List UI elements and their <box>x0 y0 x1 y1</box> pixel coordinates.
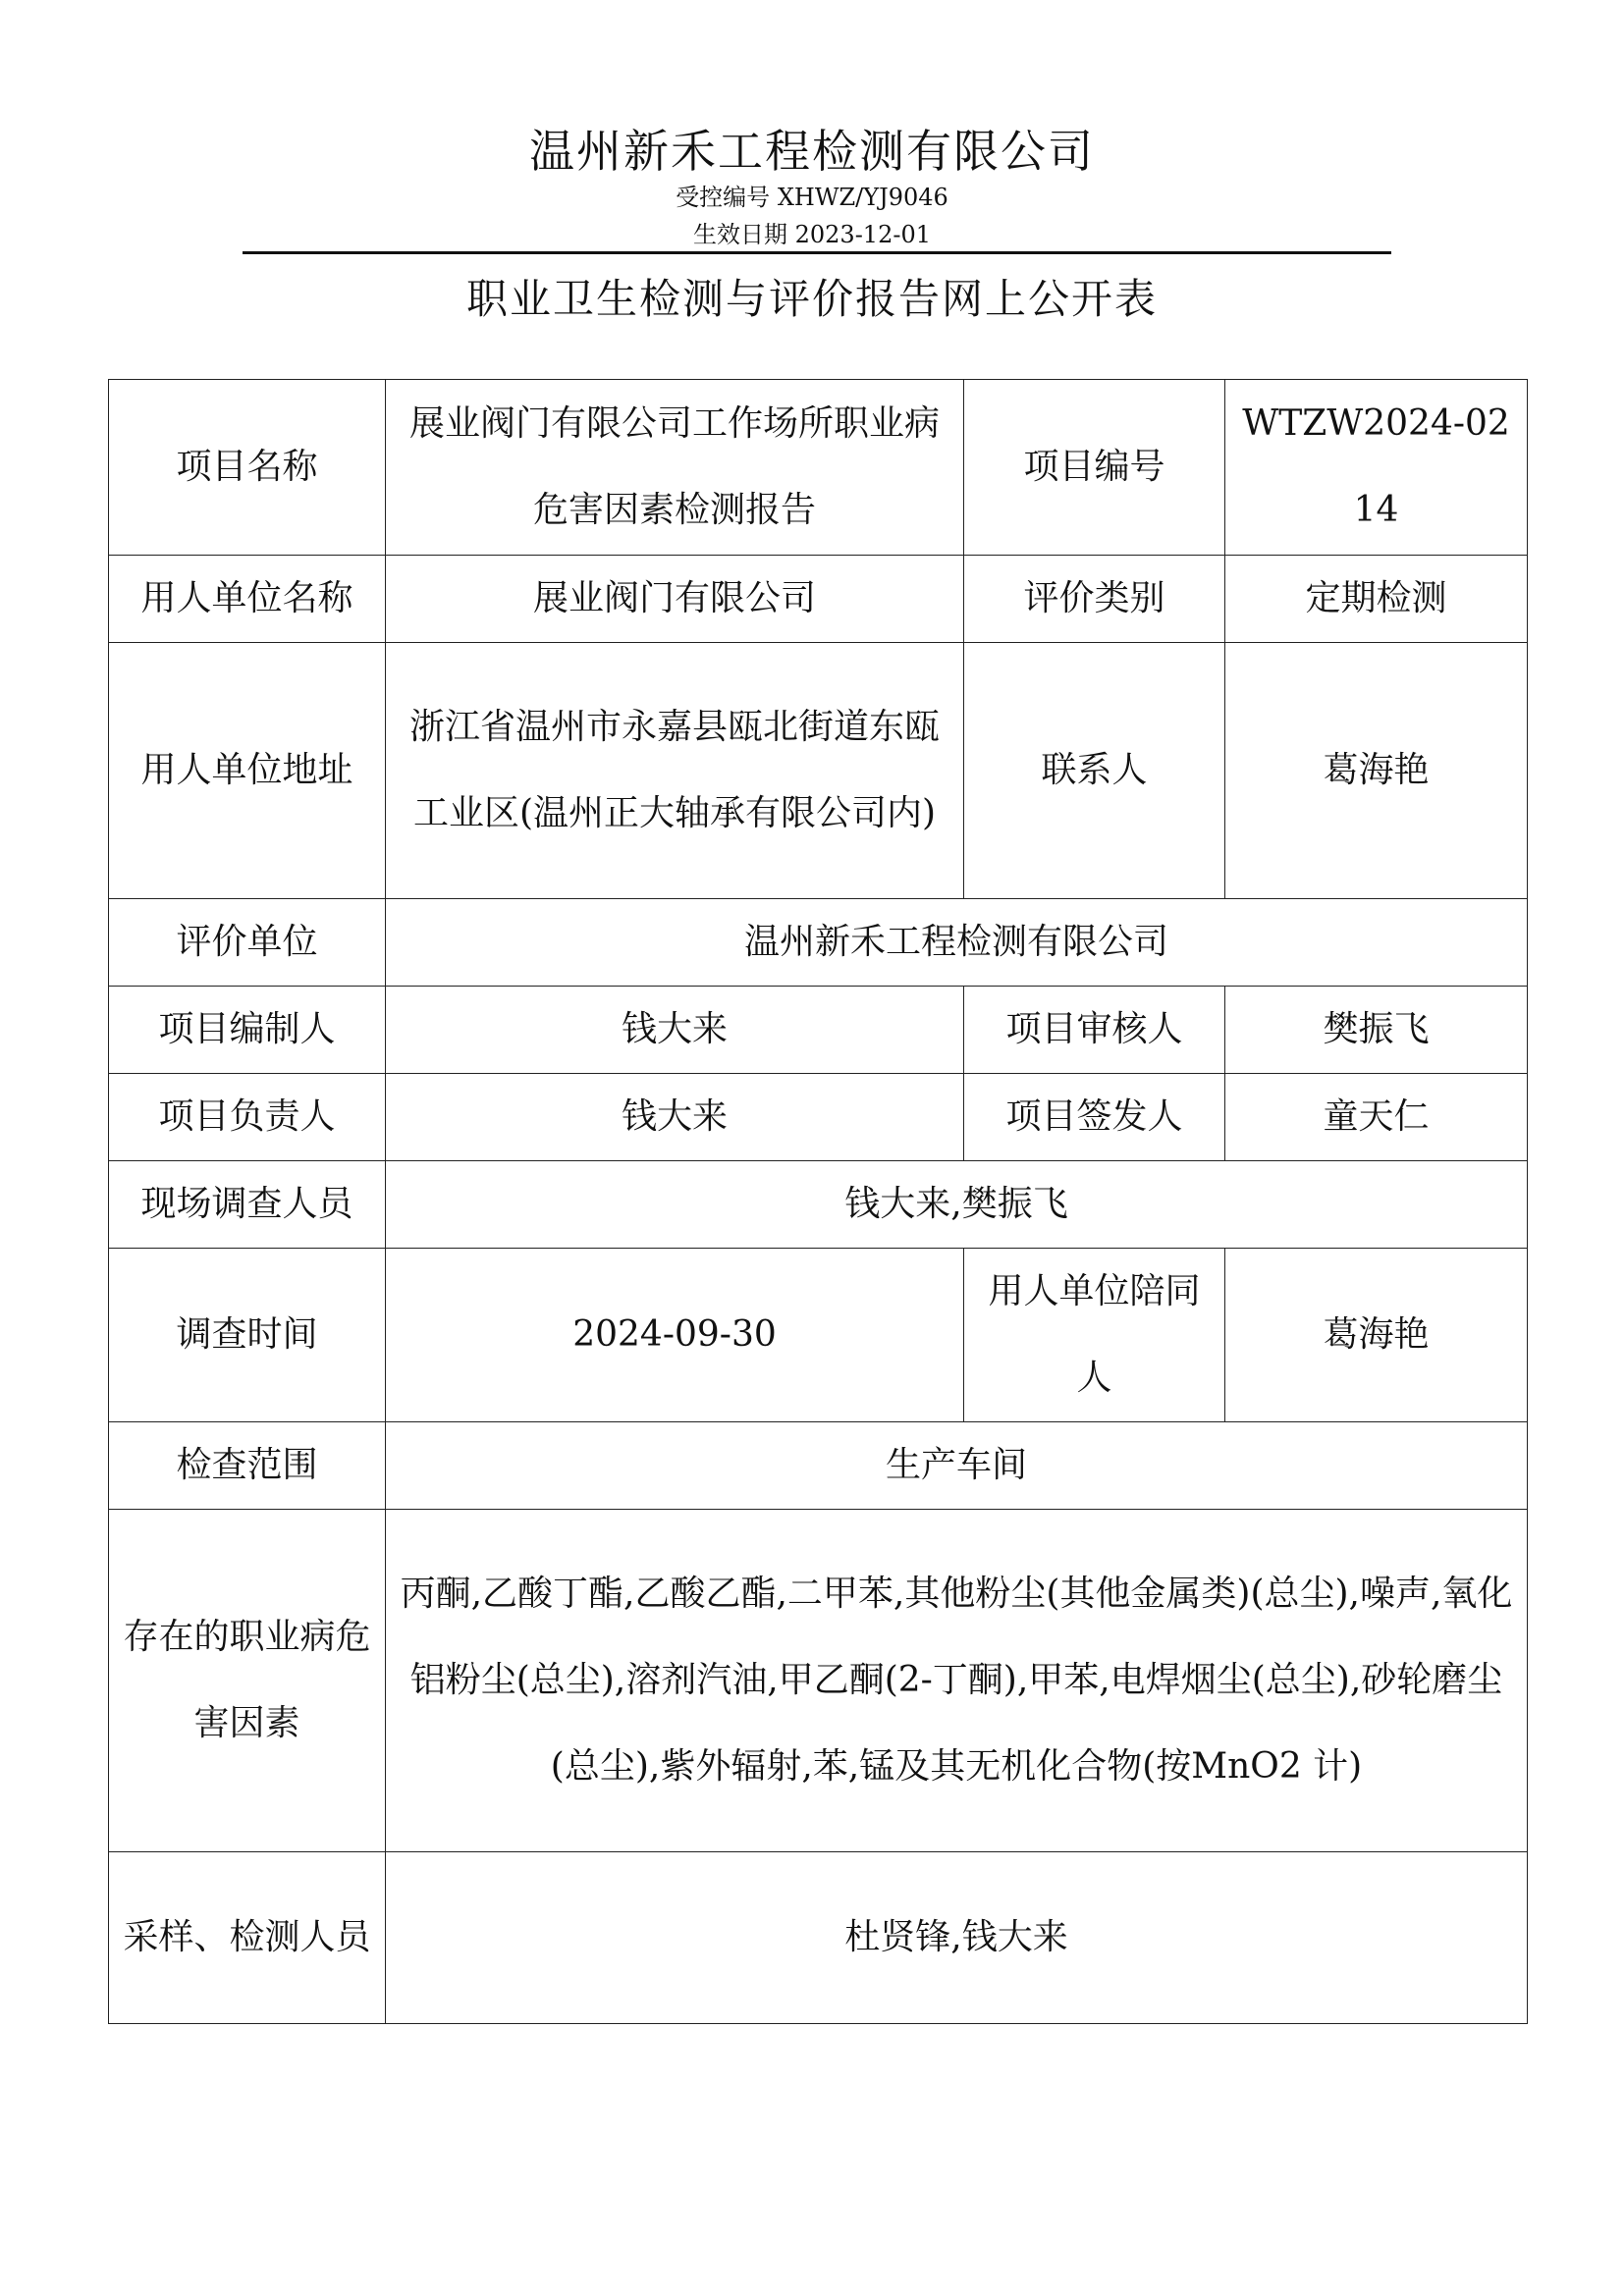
survey-time-value: 2024-09-30 <box>386 1249 964 1422</box>
header-divider <box>243 251 1391 254</box>
leader-value: 钱大来 <box>386 1074 964 1161</box>
leader-label: 项目负责人 <box>109 1074 386 1161</box>
disclosure-table <box>108 379 1528 2024</box>
employer-name-value: 展业阀门有限公司 <box>386 556 964 643</box>
eval-type-value: 定期检测 <box>1225 556 1528 643</box>
issuer-label: 项目签发人 <box>964 1074 1225 1161</box>
control-number: 受控编号 XHWZ/YJ9046 <box>676 184 948 211</box>
reviewer-value: 樊振飞 <box>1225 987 1528 1074</box>
eval-type-label: 评价类别 <box>964 556 1225 643</box>
survey-time-label: 调查时间 <box>109 1249 386 1422</box>
table-row <box>109 1510 1528 1852</box>
investigators-label: 现场调查人员 <box>109 1161 386 1249</box>
table-row <box>109 1161 1528 1249</box>
evaluator-value: 温州新禾工程检测有限公司 <box>386 899 1528 987</box>
table-row <box>109 1422 1528 1510</box>
accompany-value: 葛海艳 <box>1225 1249 1528 1422</box>
evaluator-label: 评价单位 <box>109 899 386 987</box>
document-title: 职业卫生检测与评价报告网上公开表 <box>465 275 1158 323</box>
issuer-value: 童天仁 <box>1225 1074 1528 1161</box>
compiler-label: 项目编制人 <box>109 987 386 1074</box>
hazards-label: 存在的职业病危害因素 <box>109 1510 386 1852</box>
project-name-value: 展业阀门有限公司工作场所职业病危害因素检测报告 <box>386 380 964 556</box>
samplers-value: 杜贤锋,钱大来 <box>386 1852 1528 2024</box>
table-row <box>109 1249 1528 1422</box>
scope-value: 生产车间 <box>386 1422 1528 1510</box>
table-row <box>109 1074 1528 1161</box>
project-no-label: 项目编号 <box>964 380 1225 556</box>
reviewer-label: 项目审核人 <box>964 987 1225 1074</box>
employer-address-value: 浙江省温州市永嘉县瓯北街道东瓯工业区(温州正大轴承有限公司内) <box>386 643 964 899</box>
project-no-value: WTZW2024-0214 <box>1225 380 1528 556</box>
company-name: 温州新禾工程检测有限公司 <box>529 125 1095 178</box>
accompany-label: 用人单位陪同人 <box>964 1249 1225 1422</box>
project-name-label: 项目名称 <box>109 380 386 556</box>
hazards-value: 丙酮,乙酸丁酯,乙酸乙酯,二甲苯,其他粉尘(其他金属类)(总尘),噪声,氧化铝粉尘(总尘),溶剂汽油,甲乙酮(2-丁酮),甲苯,电焊烟尘(总尘),砂轮磨尘(总尘),紫外辐射,苯,锰及其无机化合物(按MnO2 计) <box>386 1510 1528 1852</box>
scope-label: 检查范围 <box>109 1422 386 1510</box>
table-row <box>109 1852 1528 2024</box>
table-row <box>109 380 1528 556</box>
table-row <box>109 556 1528 643</box>
table-row <box>109 643 1528 899</box>
contact-label: 联系人 <box>964 643 1225 899</box>
effective-date: 生效日期 2023-12-01 <box>692 221 931 248</box>
employer-name-label: 用人单位名称 <box>109 556 386 643</box>
contact-value: 葛海艳 <box>1225 643 1528 899</box>
compiler-value: 钱大来 <box>386 987 964 1074</box>
table-row <box>109 899 1528 987</box>
samplers-label: 采样、检测人员 <box>109 1852 386 2024</box>
employer-address-label: 用人单位地址 <box>109 643 386 899</box>
investigators-value: 钱大来,樊振飞 <box>386 1161 1528 1249</box>
table-row <box>109 987 1528 1074</box>
